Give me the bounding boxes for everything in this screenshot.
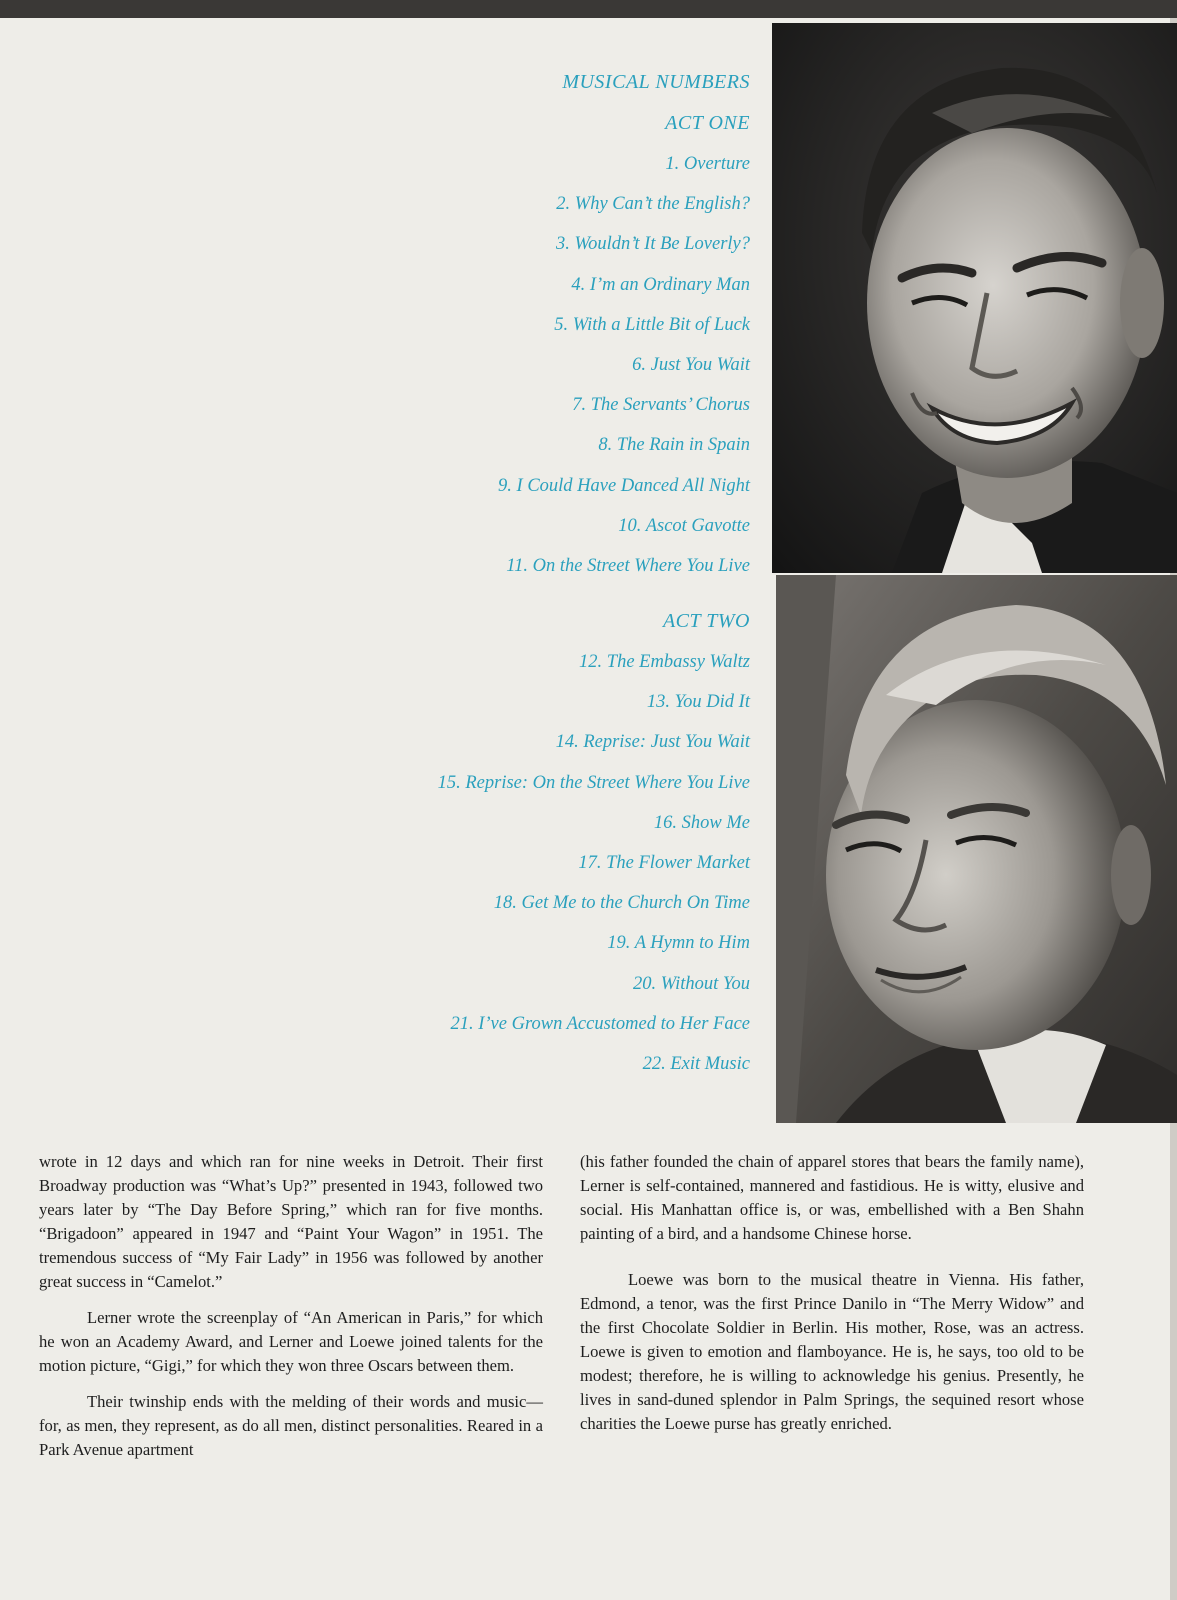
body-text-right-column (580, 1150, 1084, 1436)
body-paragraph: Loewe was born to the musical theatre in Vienna. His father, Edmond, a tenor, was the first Prince Danilo in “The Merry Widow” and the first Chocolate Soldier in Berlin. His mother, Rose, was an actress. Loewe is given to emotion and flamboyance. He is, he says, too old to be modest; therefore, he is willing to acknowledge his genius. Presently, he lives in sand-duned splendor in Palm Springs, the sequined resort whose charities the Loewe purse has greatly enriched. (580, 1270, 1084, 1433)
song-item: 4. I’m an Ordinary Man (571, 274, 750, 295)
song-item: 11. On the Street Where You Live (506, 555, 750, 576)
song-item: 9. I Could Have Danced All Night (498, 475, 750, 496)
song-item: 19. A Hymn to Him (607, 933, 750, 954)
song-item: 17. The Flower Market (578, 853, 750, 873)
song-item: 21. I’ve Grown Accustomed to Her Face (450, 1013, 750, 1034)
song-item: 15. Reprise: On the Street Where You Live (437, 772, 750, 793)
song-item: 5. With a Little Bit of Luck (554, 314, 750, 335)
body-paragraph: wrote in 12 days and which ran for nine weeks in Detroit. Their first Broadway production was “What’s Up?” presented in 1943, followed two years later by “The Day Before Spring,” which ran for five months. “Brigadoon” appeared in 1947 and “Paint Your Wagon” in 1951. The tremendous success of “My Fair Lady” in 1956 was followed by another great success in “Camelot.” (39, 1152, 543, 1291)
song-item: 10. Ascot Gavotte (618, 515, 750, 536)
body-paragraph: (his father founded the chain of apparel stores that bears the family name), Lerner is self-contained, mannered and fastidious. He is witty, elusive and social. His Manhattan office is, or was, embellished with a Ben Shahn painting of a bird, and a handsome Chinese horse. (580, 1152, 1084, 1243)
song-item: 12. The Embassy Waltz (579, 652, 750, 673)
song-item: 1. Overture (665, 154, 750, 174)
act-one-heading: ACT ONE (665, 112, 750, 134)
page-top-edge (0, 0, 1177, 20)
body-text-left-column (39, 1150, 543, 1462)
song-item: 8. The Rain in Spain (598, 435, 750, 456)
act-two-heading: ACT TWO (662, 610, 750, 633)
song-item: 7. The Servants’ Chorus (572, 395, 750, 416)
song-item: 3. Wouldn’t It Be Loverly? (555, 234, 750, 255)
portrait-photo-lerner (772, 23, 1177, 573)
act-two-songs (230, 642, 750, 1084)
musical-numbers-list (230, 62, 750, 1084)
song-item: 20. Without You (632, 973, 750, 994)
body-paragraph: Their twinship ends with the melding of their words and music—for, as men, they represent, as do all men, distinct personalities. Reared in a Park Avenue apartment (39, 1392, 543, 1459)
body-paragraph: Lerner wrote the screenplay of “An American in Paris,” for which he won an Academy Award, and Lerner and Loewe joined talents for the motion picture, “Gigi,” for which they won three Oscars between them. (39, 1308, 543, 1375)
musical-numbers-heading: MUSICAL NUMBERS (562, 71, 750, 93)
song-item: 22. Exit Music (642, 1053, 750, 1074)
song-item: 6. Just You Wait (632, 354, 750, 375)
song-item: 16. Show Me (653, 812, 750, 833)
song-item: 14. Reprise: Just You Wait (555, 732, 750, 753)
song-item: 2. Why Can’t the English? (556, 194, 750, 215)
act-one-songs (230, 144, 750, 586)
portrait-photo-loewe (776, 575, 1177, 1123)
song-item: 13. You Did It (646, 692, 750, 713)
song-item: 18. Get Me to the Church On Time (493, 893, 750, 914)
